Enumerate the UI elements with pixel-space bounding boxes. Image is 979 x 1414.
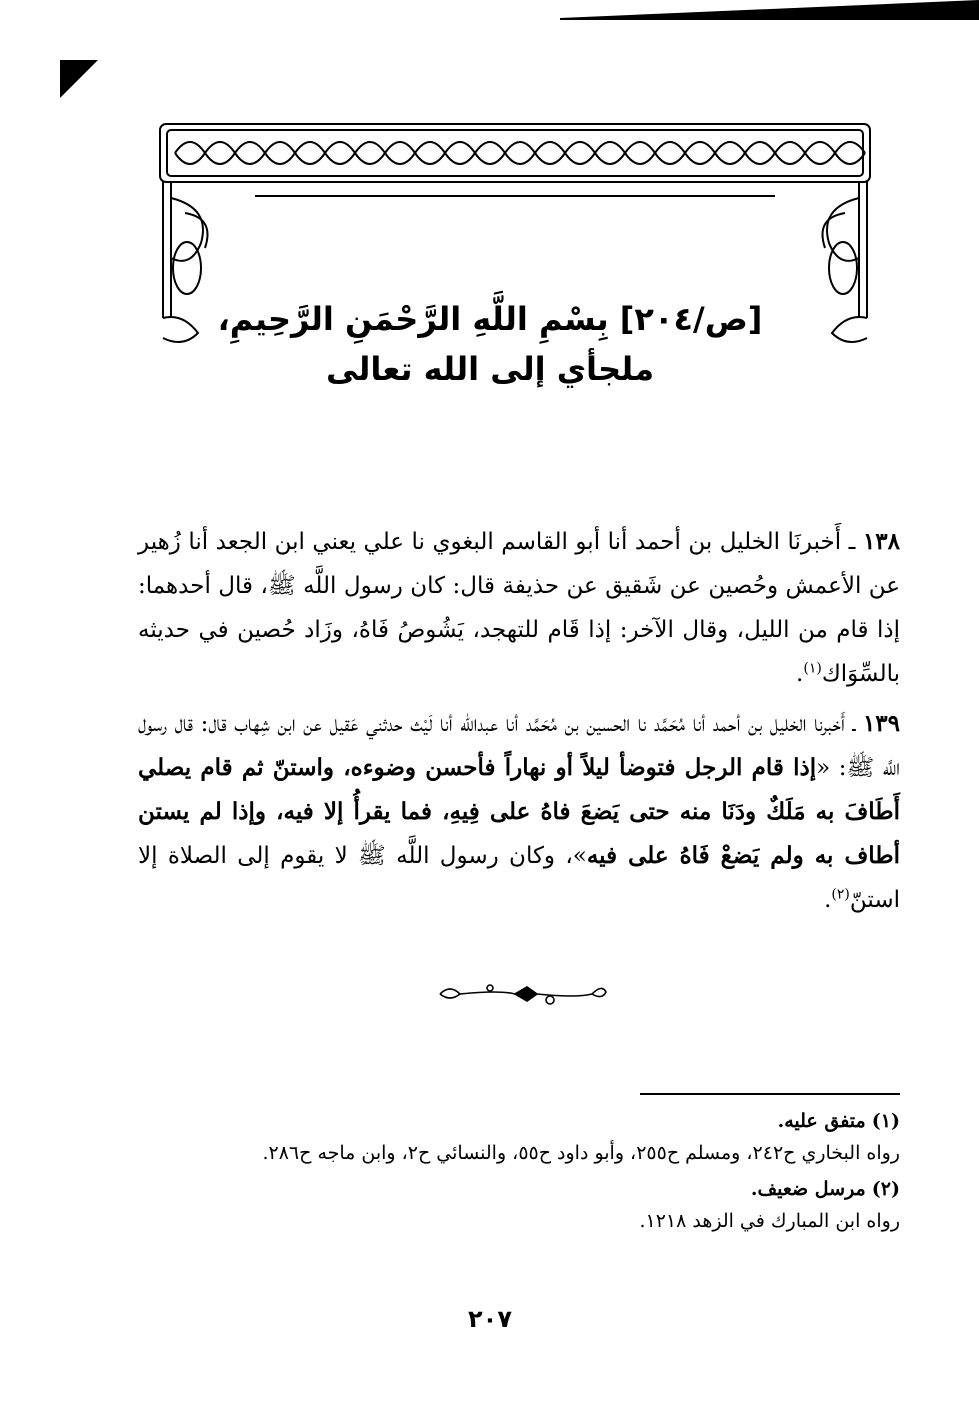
sentence-end: .	[824, 887, 832, 913]
footnotes	[138, 1105, 900, 1241]
hadith-text: ـ أَخبرنَا الخليل بن أحمد أنا أبو القاسم البغوي نا علي يعني ابن الجعد أنا زُهير عن الأعمش وحُصين عن شَقيق عن حذيفة قال: كان رسول اللَّه ﷺ، قال أحدهما: إذا قام من الليل، وقال الآخر: إذا قَام للتهجد، يَشُوصُ فَاهُ، وزَاد حُصين في حديثه بالسِّوَاك	[138, 529, 900, 687]
corner-triangle-mark	[60, 60, 98, 98]
basmala-text: بِسْمِ اللَّهِ الرَّحْمَنِ الرَّحِيمِ	[229, 300, 609, 338]
hadith-text-bold: إذا قام الرجل فتوضأ ليلاً أو نهاراً فأحسن وضوءه، واستنّ ثم قام يصلي أَطَافَ به مَلَكٌ ودَنَا منه حتى يَضعَ فاهُ على فِيهِ، فما يقرأُ إلا فيه، وإذا لم يستن أطاف به ولم يَضعْ فَاهُ على فيه	[138, 754, 900, 869]
footnote-rule	[640, 1093, 900, 1095]
frame-top-band	[160, 124, 870, 182]
sentence-end: .	[796, 661, 804, 687]
footnote-1-body: رواه البخاري ح٢٤٢، ومسلم ح٢٥٥، وأبو داود ح٥٥، والنسائي ح٢، وابن ماجه ح٢٨٦.	[262, 1142, 900, 1164]
scan-edge-bar	[560, 0, 979, 20]
hadith-text-intro: ـ أَخبرنا الخليل بن أحمد أنا مُحَمَّد نا الحسين بن مُحَمَّد أنا عبدالله أنا لَيْث حدثني عَقيل عن ابن شِهاب قال: قال رسول اللَّه ﷺ: «	[138, 711, 900, 781]
hadith-number: ١٣٨	[862, 528, 900, 555]
footnote-1	[138, 1105, 900, 1137]
footnote-marker: (٢)	[871, 1178, 900, 1200]
hadith-139	[138, 702, 900, 922]
footnote-2	[138, 1173, 900, 1205]
page-number: ٢٠٧	[468, 1305, 512, 1333]
ornament-divider-icon	[430, 978, 610, 1008]
basmala-line: [ص/٢٠٤] بِسْمِ اللَّهِ الرَّحْمَنِ الرَّحِيمِ،	[217, 300, 763, 338]
main-text	[138, 520, 900, 928]
hadith-number: ١٣٩	[862, 710, 900, 737]
footnote-marker: (١)	[871, 1110, 900, 1132]
footnote-mark: (٢)	[831, 886, 850, 903]
page-reference: [ص/٢٠٤]	[619, 300, 763, 338]
chapter-title: ملجأي إلى الله تعالى	[326, 350, 654, 388]
footnote-mark: (١)	[803, 660, 822, 677]
hadith-138	[138, 520, 900, 696]
footnote-heading: مرسل ضعيف.	[750, 1178, 866, 1200]
hadith-text-outro: »، وكان رسول اللَّه ﷺ لا يقوم إلى الصلاة إلا استنّ	[138, 843, 900, 913]
footnote-heading: متفق عليه.	[777, 1110, 866, 1132]
footnote-2-body: رواه ابن المبارك في الزهد ١٢١٨.	[639, 1210, 900, 1232]
